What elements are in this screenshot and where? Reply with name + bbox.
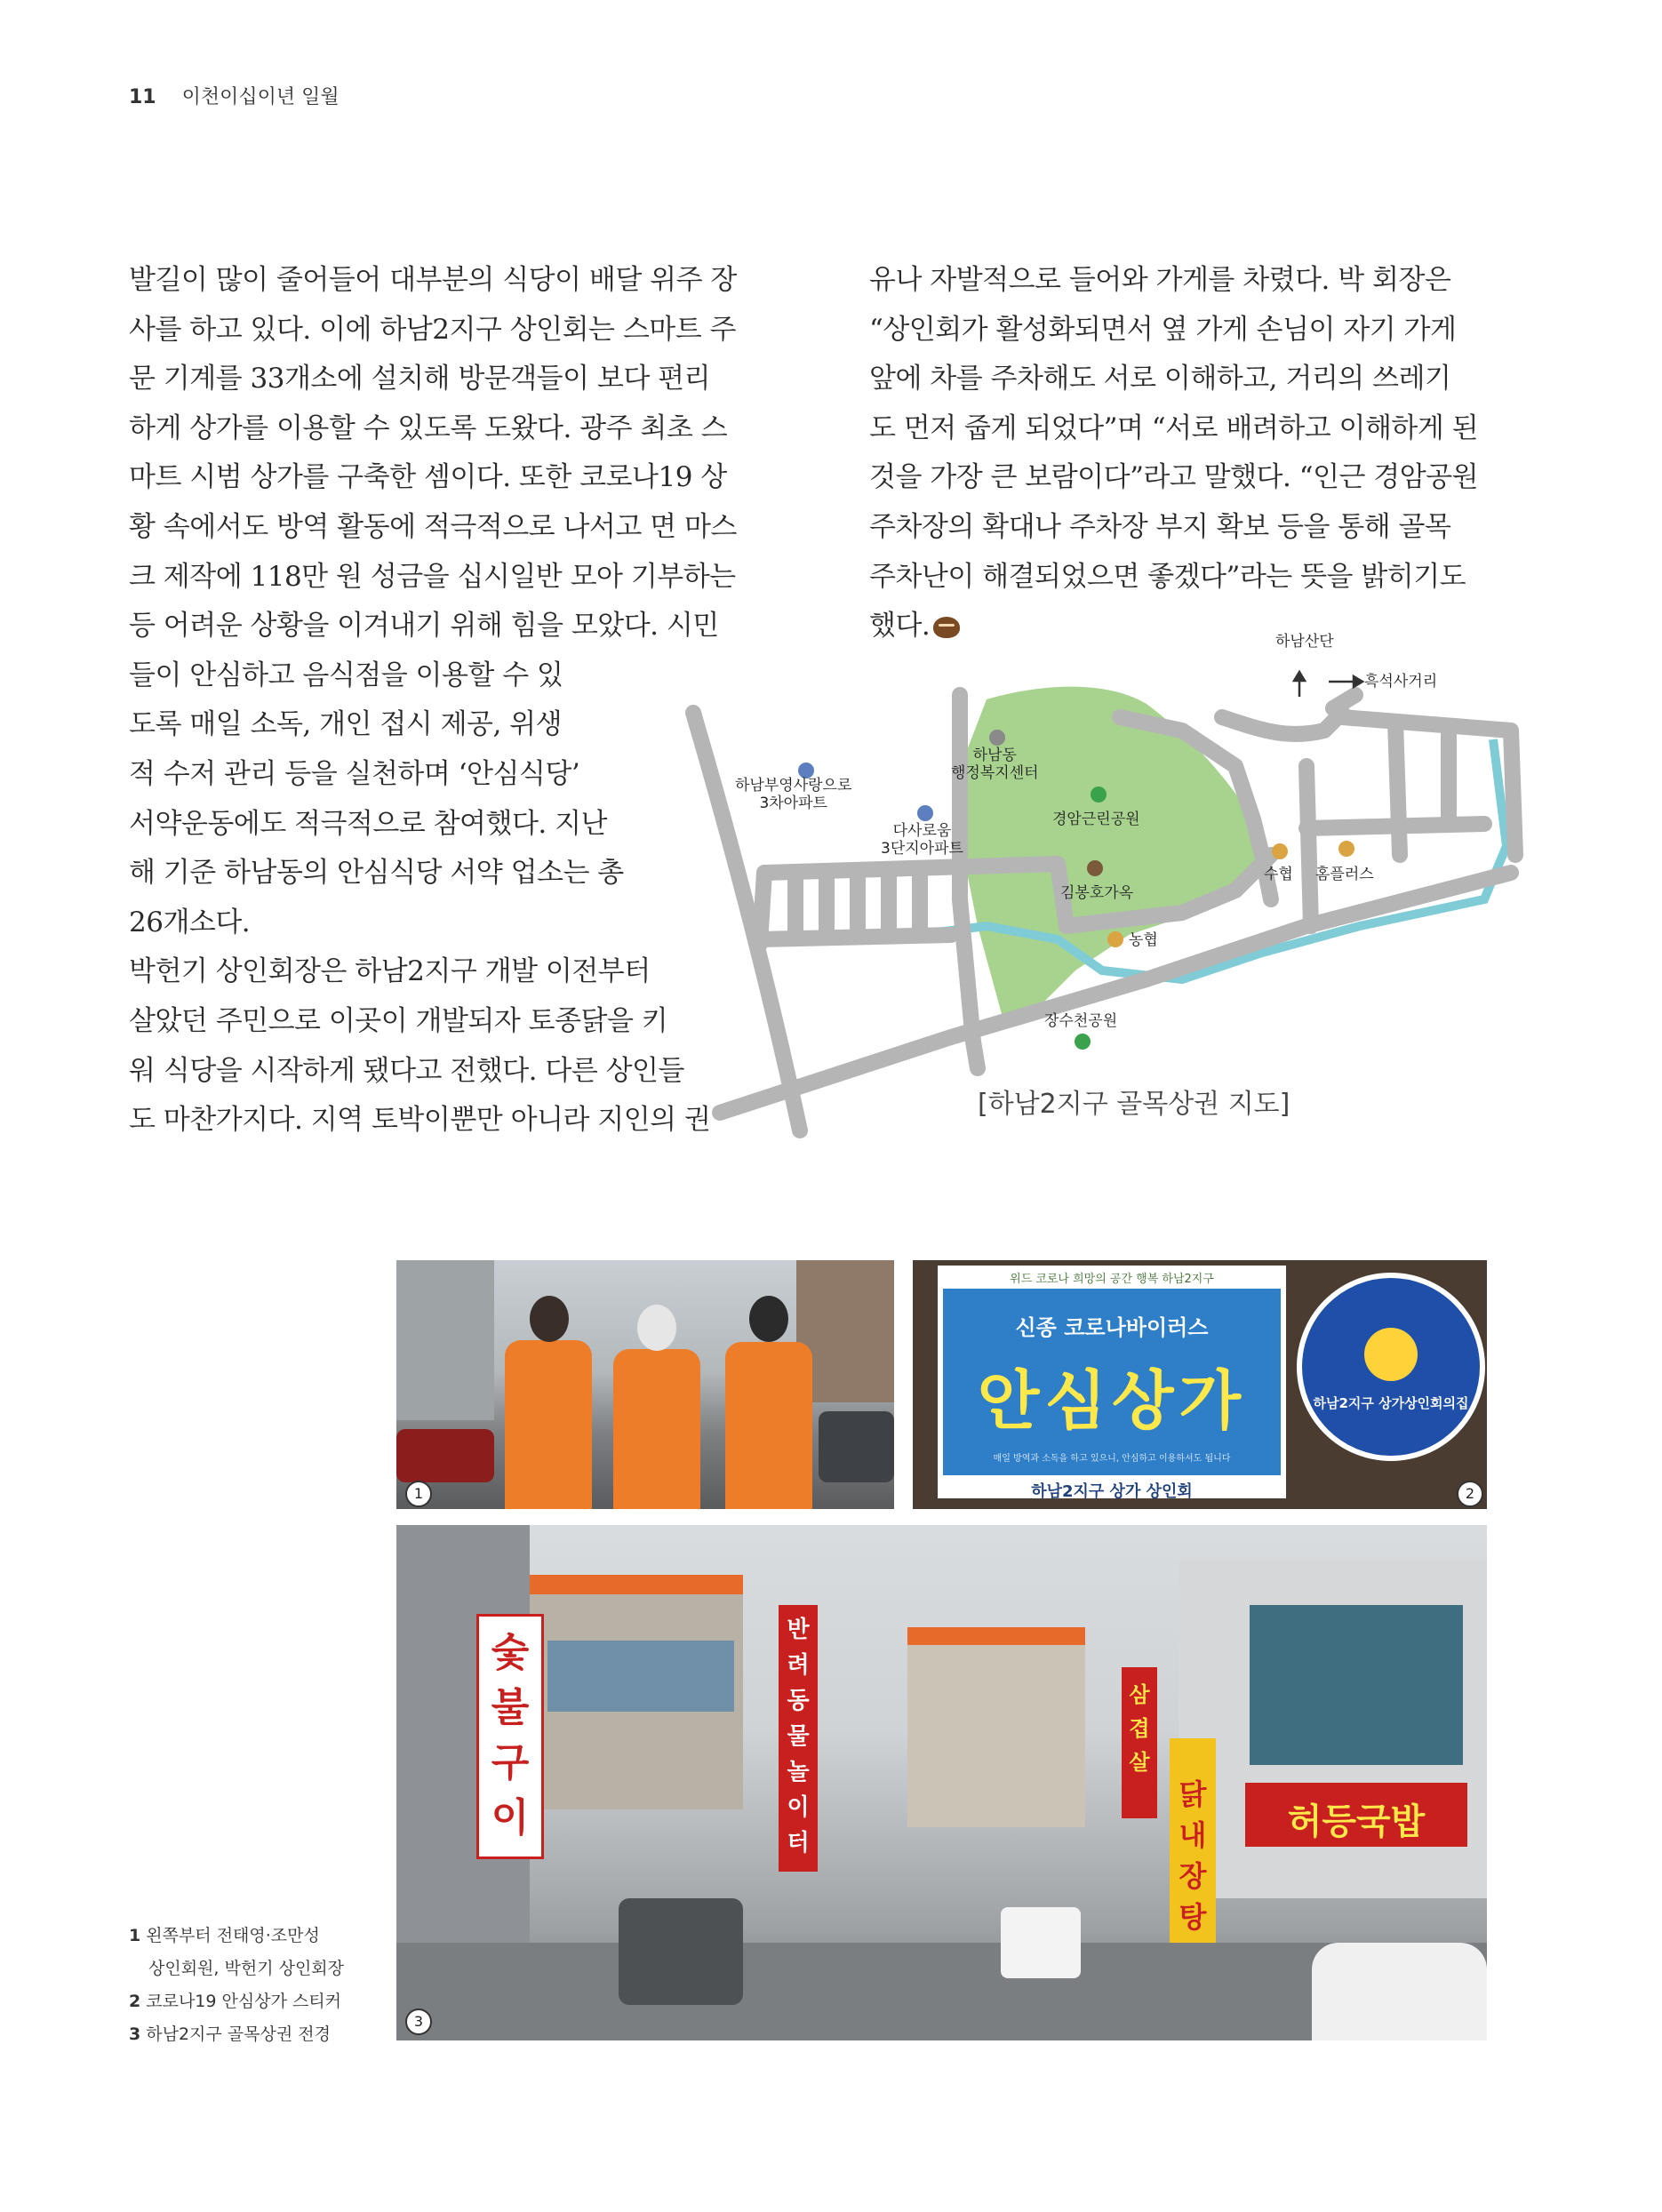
text-line: 마트 시범 상가를 구축한 셈이다. 또한 코로나19 상: [129, 461, 727, 494]
caption-1: [129, 1920, 344, 1952]
page-number: 11: [129, 86, 156, 108]
map-label-kim-house: 김봉호가옥: [1060, 884, 1134, 902]
sign-pet: [779, 1605, 818, 1872]
text-line: 크 제작에 118만 원 성금을 십시일반 모아 기부하는: [129, 560, 736, 593]
map-label-suhyup: 수협: [1264, 866, 1293, 883]
photo-person-vest: [725, 1342, 812, 1509]
round-sticker-text: 하남2지구 상가상인회의집: [1313, 1395, 1469, 1411]
photo-badge: 3: [405, 2008, 432, 2035]
photo-building-trim: [530, 1575, 743, 1594]
caption-number: 1: [129, 1926, 141, 1945]
map-caption: [하남2지구 골목상권 지도]: [978, 1089, 1290, 1120]
text-line: 해 기준 하남동의 안심식당 서약 업소는 총: [129, 857, 624, 890]
photo-car: [396, 1429, 494, 1482]
section-title: 이천이십이년 일월: [181, 86, 340, 108]
text-line: 도 마찬가지다. 지역 토박이뿐만 아니라 지인의 권: [129, 1104, 711, 1137]
photo-person-vest: [613, 1349, 700, 1509]
map-label-park: 경암근린공원: [1052, 811, 1140, 828]
photo-person-head: [637, 1305, 676, 1351]
sticker-footer: 하남2지구 상가 상인회: [1031, 1482, 1193, 1501]
last-text: 했다.: [869, 610, 931, 643]
caption-3: [129, 2018, 344, 2051]
photo-street-view: [396, 1525, 1487, 2040]
map-label-heukseok: 흑석사거리: [1364, 673, 1438, 691]
body-left-column: [129, 256, 751, 1146]
photo-captions: [129, 1920, 344, 2051]
text-line: 것을 가장 큰 보람이다”라고 말했다. “인근 경암공원: [869, 461, 1479, 494]
caption-2: [129, 1985, 344, 2018]
smiley-icon: [1364, 1328, 1418, 1381]
photo-merchants: [396, 1260, 894, 1509]
sign-dak: [1170, 1738, 1216, 1960]
sign-samgyeop: [1122, 1667, 1157, 1818]
map-label-center: 하남동 행정복지센터: [951, 747, 1039, 782]
map-label-nonghyup: 농협: [1129, 931, 1158, 949]
text-line: 서약운동에도 적극적으로 참여했다. 지난: [129, 807, 607, 840]
caption-number: 3: [129, 2024, 141, 2044]
body-right-column: [869, 256, 1509, 651]
sticker-card: [938, 1266, 1286, 1501]
sign-pet-text: 반려동물놀이터: [787, 1617, 810, 1857]
text-line: 사를 하고 있다. 이에 하남2지구 상인회는 스마트 주: [129, 313, 736, 346]
text-line: 26개소다.: [129, 906, 251, 938]
commercial-area-map: [684, 633, 1538, 1157]
photo-badge: 1: [405, 1481, 432, 1507]
photo-safe-store-sticker: [913, 1260, 1487, 1509]
photo-badge: 2: [1457, 1481, 1483, 1507]
text-line: 박헌기 상인회장은 하남2지구 개발 이전부터: [129, 955, 651, 988]
map-label-apt3: 하남부영사랑으로 3차아파트: [735, 777, 852, 812]
text-line: 앞에 차를 주차해도 서로 이해하고, 거리의 쓰레기: [869, 363, 1451, 395]
map-label-homeplus: 홈플러스: [1315, 866, 1374, 883]
caption-text: 코로나19 안심상가 스티커: [146, 1992, 342, 2011]
photo-car: [819, 1411, 894, 1482]
text-line: 주차난이 해결되었으면 좋겠다”라는 뜻을 밝히기도: [869, 560, 1466, 593]
text-line: 등 어려운 상황을 이겨내기 위해 힘을 모았다. 시민: [129, 610, 719, 643]
text-line: 살았던 주민으로 이곳이 개발되자 토종닭을 키: [129, 1004, 668, 1037]
photo-truck: [619, 1898, 743, 2005]
caption-text: 하남2지구 골목상권 전경: [146, 2024, 331, 2044]
photo-van: [1001, 1907, 1081, 1978]
photo-person-head: [749, 1296, 788, 1342]
text-line: 도 먼저 줍게 되었다”며 “서로 배려하고 이해하게 된: [869, 411, 1479, 444]
text-line: “상인회가 활성화되면서 옆 가게 손님이 자기 가게: [869, 313, 1457, 346]
map-label-dasaroum: 다사로움 3단지아파트: [881, 822, 963, 858]
sign-charcoal: [476, 1614, 544, 1859]
map-label-jangsu-park: 장수천공원: [1044, 1012, 1118, 1030]
text-line: 하게 상가를 이용할 수 있도록 도왔다. 광주 최초 스: [129, 411, 728, 444]
sign-gukbap: [1245, 1783, 1467, 1847]
sign-charcoal-text: 숯불구이: [491, 1630, 530, 1841]
text-line: 적 수저 관리 등을 실천하며 ‘안심식당’: [129, 757, 580, 790]
text-line: 도록 매일 소독, 개인 접시 제공, 위생: [129, 708, 563, 741]
photo-person-vest: [505, 1340, 592, 1509]
text-line: 문 기계를 33개소에 설치해 방문객들이 보다 편리: [129, 363, 711, 395]
round-sticker: [1297, 1273, 1485, 1461]
text-line: 주차장의 확대나 주차장 부지 확보 등을 통해 골목: [869, 510, 1451, 543]
photo-building: [396, 1260, 494, 1420]
photo-person-head: [530, 1296, 569, 1342]
caption-number: 2: [129, 1992, 141, 2011]
caption-text: 왼쪽부터 전태영·조만성: [146, 1926, 320, 1945]
text-line: 들이 안심하고 음식점을 이용할 수 있: [129, 659, 563, 691]
caption-1-line2: 상인회원, 박헌기 상인회장: [148, 1959, 345, 1978]
text-line: 워 식당을 시작하게 됐다고 전했다. 다른 상인들: [129, 1054, 684, 1087]
photo-car: [1312, 1943, 1487, 2040]
photo-glass-facade: [1250, 1605, 1463, 1765]
sticker-notice-title: 신종 코로나바이러스: [1015, 1315, 1209, 1340]
sticker-main-text: 안심상가: [977, 1363, 1247, 1438]
sign-gukbap-text: 허등국밥: [1287, 1801, 1426, 1842]
map-label-hanam-sandan: 하남산단: [1275, 633, 1334, 651]
photo-building-trim: [907, 1627, 1085, 1645]
text-line: 황 속에서도 방역 활동에 적극적으로 나서고 면 마스: [129, 510, 737, 543]
text-line: 유나 자발적으로 들어와 가게를 차렸다. 박 회장은: [869, 264, 1451, 296]
page-header: [129, 82, 340, 109]
sign-samgyeop-text: 삼겹살: [1129, 1682, 1150, 1775]
text-line: 발길이 많이 줄어들어 대부분의 식당이 배달 위주 장: [129, 264, 737, 296]
sticker-blue-panel: [943, 1289, 1281, 1475]
sticker-top-banner: 위드 코로나 희망의 공간 행복 하남2지구: [1010, 1273, 1214, 1286]
sign-dak-text: 닭내장탕: [1179, 1777, 1207, 1934]
sticker-sub-text: 매일 방역과 소독을 하고 있으니, 안심하고 이용하셔도 됩니다: [993, 1454, 1231, 1464]
photo-windows: [547, 1641, 734, 1712]
photo-building: [907, 1632, 1085, 1827]
